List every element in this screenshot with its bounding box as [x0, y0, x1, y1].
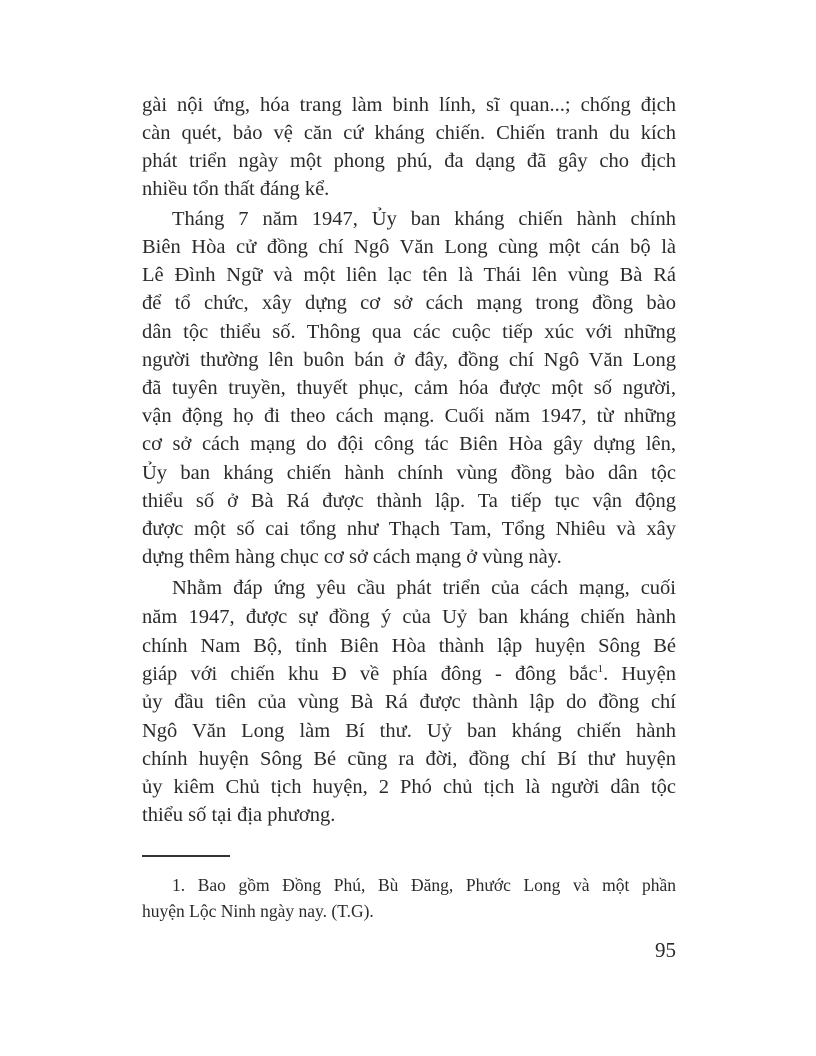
text-line: năm 1947, được sự đồng ý của Uỷ ban kháng chiến hành — [142, 606, 676, 628]
text-line: Tháng 7 năm 1947, Ủy ban kháng chiến hành chính — [172, 208, 676, 230]
text-segment: giáp với chiến khu Đ về phía đông - đông bắc — [142, 663, 598, 685]
text-line: chính huyện Sông Bé cũng ra đời, đồng chí Bí thư huyện — [142, 748, 676, 770]
text-line: Ủy ban kháng chiến hành chính vùng đồng bào dân tộc — [142, 462, 676, 484]
footnote-divider — [142, 855, 230, 857]
text-line: ủy kiêm Chủ tịch huyện, 2 Phó chủ tịch là người dân tộc — [142, 776, 676, 798]
footnote-marker[interactable]: 1 — [597, 663, 604, 676]
footnote-line: huyện Lộc Ninh ngày nay. (T.G). — [142, 901, 374, 921]
text-line: thiểu số ở Bà Rá được thành lập. Ta tiếp tục vận động — [142, 490, 676, 512]
page-number: 95 — [655, 938, 676, 962]
text-line: Nhằm đáp ứng yêu cầu phát triển của cách mạng, cuối — [172, 577, 676, 599]
text-line: thiểu số tại địa phương. — [142, 804, 336, 826]
text-line: dân tộc thiểu số. Thông qua các cuộc tiếp xúc với những — [142, 321, 676, 343]
text-line: càn quét, bảo vệ căn cứ kháng chiến. Chiến tranh du kích — [142, 122, 676, 144]
text-line: vận động họ đi theo cách mạng. Cuối năm 1947, từ những — [142, 405, 676, 427]
text-line: nhiều tổn thất đáng kể. — [142, 178, 330, 200]
text-line: Lê Đình Ngữ và một liên lạc tên là Thái lên vùng Bà Rá — [142, 264, 676, 286]
text-line: ủy đầu tiên của vùng Bà Rá được thành lập do đồng chí — [142, 691, 676, 713]
text-line: được một số cai tổng như Thạch Tam, Tổng Nhiêu và xây — [142, 518, 676, 540]
text-line: đã tuyên truyền, thuyết phục, cảm hóa được một số người, — [142, 377, 676, 399]
footnote-line: 1. Bao gồm Đồng Phú, Bù Đăng, Phước Long và một phần — [172, 875, 676, 895]
text-line: để tổ chức, xây dựng cơ sở cách mạng trong đồng bào — [142, 292, 676, 314]
text-line: dựng thêm hàng chục cơ sở cách mạng ở vùng này. — [142, 546, 562, 568]
text-line — [142, 660, 676, 688]
text-line: phát triển ngày một phong phú, đa dạng đã gây cho địch — [142, 150, 676, 172]
text-segment: . Huyện — [603, 663, 677, 685]
text-line: gài nội ứng, hóa trang làm binh lính, sĩ quan...; chống địch — [142, 94, 676, 116]
text-line: Biên Hòa cử đồng chí Ngô Văn Long cùng một cán bộ là — [142, 236, 676, 258]
text-line: chính Nam Bộ, tỉnh Biên Hòa thành lập huyện Sông Bé — [142, 635, 676, 657]
text-line: người thường lên buôn bán ở đây, đồng chí Ngô Văn Long — [142, 349, 676, 371]
text-line: Ngô Văn Long làm Bí thư. Uỷ ban kháng chiến hành — [142, 720, 676, 742]
text-line: cơ sở cách mạng do đội công tác Biên Hòa gây dựng lên, — [142, 433, 676, 455]
